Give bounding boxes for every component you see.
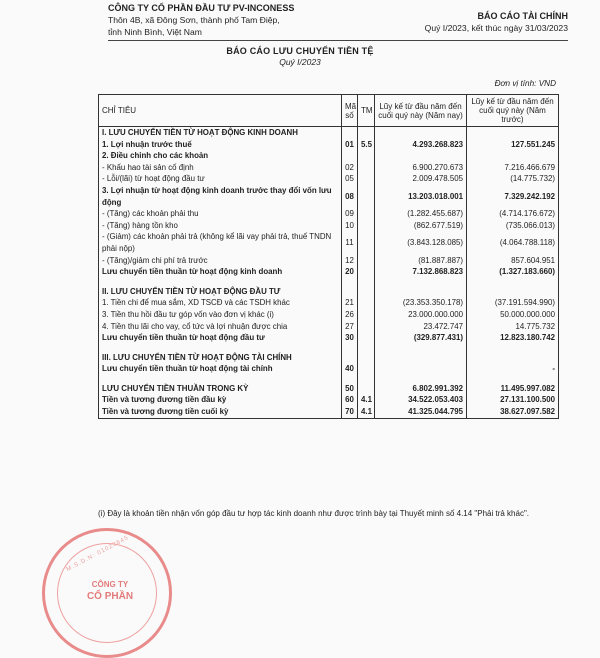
table-row bbox=[99, 406, 559, 418]
row-label: - (Tăng)/giảm chi phí trả trước bbox=[99, 255, 342, 267]
table-row bbox=[99, 127, 559, 139]
row-note-ref bbox=[358, 231, 375, 254]
company-address-line2: tỉnh Ninh Bình, Việt Nam bbox=[108, 27, 202, 37]
column-header-previous-year: Lũy kế từ đầu năm đến cuối quý này (Năm trước) bbox=[467, 95, 559, 127]
row-previous-value: (14.775.732) bbox=[467, 173, 559, 185]
spacer-cell bbox=[99, 375, 342, 383]
spacer-cell bbox=[467, 375, 559, 383]
row-previous-value: 38.627.097.582 bbox=[467, 406, 559, 418]
table-row bbox=[99, 208, 559, 220]
row-previous-value: 11.495.997.082 bbox=[467, 383, 559, 395]
table-row bbox=[99, 309, 559, 321]
table-row bbox=[99, 332, 559, 344]
spacer-cell bbox=[99, 278, 342, 286]
row-previous-value: (37.191.594.990) bbox=[467, 297, 559, 309]
row-code: 10 bbox=[342, 220, 358, 232]
row-label: III. LƯU CHUYỂN TIỀN TỪ HOẠT ĐỘNG TÀI CHÍNH bbox=[99, 352, 342, 364]
spacer-cell bbox=[342, 278, 358, 286]
row-code: 01 bbox=[342, 139, 358, 151]
column-header-code: Mã số bbox=[342, 95, 358, 127]
row-code: 12 bbox=[342, 255, 358, 267]
report-type: BÁO CÁO TÀI CHÍNH bbox=[477, 11, 568, 21]
row-previous-value: (4.714.176.672) bbox=[467, 208, 559, 220]
row-current-value: (862.677.519) bbox=[375, 220, 467, 232]
row-label: 4. Tiền thu lãi cho vay, cổ tức và lợi nhuận được chia bbox=[99, 321, 342, 333]
row-note-ref bbox=[358, 332, 375, 344]
table-row bbox=[99, 185, 559, 208]
row-note-ref bbox=[358, 363, 375, 375]
row-current-value: 2.009.478.505 bbox=[375, 173, 467, 185]
table-row bbox=[99, 266, 559, 278]
row-label: Lưu chuyển tiền thuần từ hoạt động kinh doanh bbox=[99, 266, 342, 278]
table-row bbox=[99, 383, 559, 395]
row-current-value: (81.887.887) bbox=[375, 255, 467, 267]
row-previous-value: (1.327.183.660) bbox=[467, 266, 559, 278]
spacer-cell bbox=[375, 344, 467, 352]
table-row bbox=[99, 352, 559, 364]
spacer-cell bbox=[375, 278, 467, 286]
row-label: 3. Tiền thu hồi đầu tư góp vốn vào đơn vị khác (i) bbox=[99, 309, 342, 321]
table-body bbox=[99, 127, 559, 419]
row-label: I. LƯU CHUYỂN TIỀN TỪ HOẠT ĐỘNG KINH DOANH bbox=[99, 127, 342, 139]
row-note-ref bbox=[358, 255, 375, 267]
row-label: - Lỗi/(lãi) từ hoạt động đầu tư bbox=[99, 173, 342, 185]
spacer-cell bbox=[342, 344, 358, 352]
row-code: 21 bbox=[342, 297, 358, 309]
company-seal bbox=[42, 528, 172, 658]
row-current-value bbox=[375, 150, 467, 162]
row-code: 05 bbox=[342, 173, 358, 185]
table-row bbox=[99, 173, 559, 185]
row-current-value: (1.282.455.687) bbox=[375, 208, 467, 220]
row-label: Tiền và tương đương tiền cuối kỳ bbox=[99, 406, 342, 418]
row-note-ref bbox=[358, 352, 375, 364]
row-code: 50 bbox=[342, 383, 358, 395]
row-label: Tiền và tương đương tiền đầu kỳ bbox=[99, 394, 342, 406]
row-previous-value: 127.551.245 bbox=[467, 139, 559, 151]
table-row bbox=[99, 286, 559, 298]
row-label: 3. Lợi nhuận từ hoạt động kinh doanh trước thay đổi vốn lưu động bbox=[99, 185, 342, 208]
row-note-ref bbox=[358, 321, 375, 333]
report-header bbox=[425, 10, 568, 34]
row-label: - (Tăng) hàng tồn kho bbox=[99, 220, 342, 232]
seal-line2: CỔ PHẦN bbox=[86, 591, 134, 602]
row-previous-value: 12.823.180.742 bbox=[467, 332, 559, 344]
spacer-row bbox=[99, 375, 559, 383]
row-current-value bbox=[375, 363, 467, 375]
table-row bbox=[99, 162, 559, 174]
row-label: Lưu chuyển tiền thuần từ hoạt động tài chính bbox=[99, 363, 342, 375]
row-note-ref bbox=[358, 309, 375, 321]
column-header-item: CHỈ TIÊU bbox=[99, 95, 342, 127]
row-note-ref bbox=[358, 208, 375, 220]
row-code: 60 bbox=[342, 394, 358, 406]
row-current-value: 34.522.053.403 bbox=[375, 394, 467, 406]
row-code: 02 bbox=[342, 162, 358, 174]
row-previous-value bbox=[467, 127, 559, 139]
table-row bbox=[99, 297, 559, 309]
row-code bbox=[342, 286, 358, 298]
spacer-row bbox=[99, 344, 559, 352]
column-header-note: TM bbox=[358, 95, 375, 127]
seal-line1: CÔNG TY bbox=[91, 580, 129, 589]
table-row bbox=[99, 139, 559, 151]
row-current-value: 23.472.747 bbox=[375, 321, 467, 333]
spacer-cell bbox=[467, 344, 559, 352]
row-current-value bbox=[375, 352, 467, 364]
row-note-ref: 5.5 bbox=[358, 139, 375, 151]
row-code: 30 bbox=[342, 332, 358, 344]
spacer-cell bbox=[467, 278, 559, 286]
row-current-value: 41.325.044.795 bbox=[375, 406, 467, 418]
row-code bbox=[342, 150, 358, 162]
table-header-row bbox=[99, 95, 559, 127]
row-previous-value: 857.604.951 bbox=[467, 255, 559, 267]
row-previous-value: (735.066.013) bbox=[467, 220, 559, 232]
row-code bbox=[342, 127, 358, 139]
row-label: - (Tăng) các khoản phải thu bbox=[99, 208, 342, 220]
row-previous-value: (4.064.788.118) bbox=[467, 231, 559, 254]
table-row bbox=[99, 150, 559, 162]
row-note-ref bbox=[358, 173, 375, 185]
row-code bbox=[342, 352, 358, 364]
cash-flow-table bbox=[98, 94, 559, 419]
row-previous-value: - bbox=[467, 363, 559, 375]
row-label: LƯU CHUYỂN TIỀN THUẦN TRONG KỲ bbox=[99, 383, 342, 395]
table-row bbox=[99, 231, 559, 254]
table-row bbox=[99, 321, 559, 333]
row-note-ref bbox=[358, 185, 375, 208]
row-label: 1. Lợi nhuận trước thuế bbox=[99, 139, 342, 151]
spacer-cell bbox=[358, 278, 375, 286]
header-divider bbox=[108, 40, 568, 41]
row-current-value: 6.802.991.392 bbox=[375, 383, 467, 395]
row-code: 27 bbox=[342, 321, 358, 333]
row-label: - Khấu hao tài sản cố định bbox=[99, 162, 342, 174]
row-label: 1. Tiền chi để mua sắm, XD TSCĐ và các TSDH khác bbox=[99, 297, 342, 309]
row-code: 09 bbox=[342, 208, 358, 220]
spacer-cell bbox=[99, 344, 342, 352]
row-previous-value: 7.216.466.679 bbox=[467, 162, 559, 174]
row-previous-value bbox=[467, 286, 559, 298]
row-previous-value: 7.329.242.192 bbox=[467, 185, 559, 208]
footnote: (i) Đây là khoản tiền nhận vốn góp đầu tư hợp tác kinh doanh như được trình bày tại Thuyết minh số 4.14 "Phải trả khác". bbox=[98, 509, 530, 518]
table-row bbox=[99, 220, 559, 232]
statement-subtitle: Quý I/2023 bbox=[279, 57, 321, 67]
row-code: 26 bbox=[342, 309, 358, 321]
row-label: - (Giảm) các khoản phải trả (không kể lãi vay phải trả, thuế TNDN phải nộp) bbox=[99, 231, 342, 254]
row-code: 40 bbox=[342, 363, 358, 375]
seal-text bbox=[45, 579, 175, 603]
row-current-value: (329.877.431) bbox=[375, 332, 467, 344]
row-current-value: 6.900.270.673 bbox=[375, 162, 467, 174]
row-current-value: 13.203.018.001 bbox=[375, 185, 467, 208]
spacer-cell bbox=[375, 375, 467, 383]
row-previous-value bbox=[467, 352, 559, 364]
row-note-ref bbox=[358, 127, 375, 139]
table-row bbox=[99, 363, 559, 375]
spacer-row bbox=[99, 278, 559, 286]
row-note-ref bbox=[358, 266, 375, 278]
row-note-ref bbox=[358, 383, 375, 395]
company-name: CÔNG TY CỔ PHẦN ĐẦU TƯ PV-INCONESS bbox=[108, 3, 295, 13]
row-label: Lưu chuyển tiền thuần từ hoạt động đầu tư bbox=[99, 332, 342, 344]
row-note-ref bbox=[358, 162, 375, 174]
statement-title: BÁO CÁO LƯU CHUYỂN TIỀN TỆ bbox=[226, 46, 374, 56]
row-current-value bbox=[375, 286, 467, 298]
row-code: 11 bbox=[342, 231, 358, 254]
row-note-ref: 4.1 bbox=[358, 406, 375, 418]
row-note-ref bbox=[358, 220, 375, 232]
spacer-cell bbox=[358, 375, 375, 383]
row-current-value bbox=[375, 127, 467, 139]
column-header-current-year: Lũy kế từ đầu năm đến cuối quý này (Năm nay) bbox=[375, 95, 467, 127]
company-address-line1: Thôn 4B, xã Đông Sơn, thành phố Tam Điệp, bbox=[108, 15, 280, 25]
row-note-ref bbox=[358, 286, 375, 298]
row-previous-value: 50.000.000.000 bbox=[467, 309, 559, 321]
row-current-value: (3.843.128.085) bbox=[375, 231, 467, 254]
row-current-value: 4.293.268.823 bbox=[375, 139, 467, 151]
table-row bbox=[99, 255, 559, 267]
row-label: 2. Điều chỉnh cho các khoản bbox=[99, 150, 342, 162]
row-code: 08 bbox=[342, 185, 358, 208]
company-header bbox=[108, 2, 294, 38]
row-code: 20 bbox=[342, 266, 358, 278]
row-previous-value: 14.775.732 bbox=[467, 321, 559, 333]
currency-unit: Đơn vị tính: VND bbox=[494, 79, 556, 88]
row-current-value: (23.353.350.178) bbox=[375, 297, 467, 309]
row-current-value: 7.132.868.823 bbox=[375, 266, 467, 278]
row-label: II. LƯU CHUYỂN TIỀN TỪ HOẠT ĐỘNG ĐẦU TƯ bbox=[99, 286, 342, 298]
table-row bbox=[99, 394, 559, 406]
report-period: Quý I/2023, kết thúc ngày 31/03/2023 bbox=[424, 23, 568, 33]
spacer-cell bbox=[358, 344, 375, 352]
row-previous-value bbox=[467, 150, 559, 162]
row-code: 70 bbox=[342, 406, 358, 418]
seal-ring-text: M.S.D.N: 01023645 bbox=[65, 534, 131, 574]
row-previous-value: 27.131.100.500 bbox=[467, 394, 559, 406]
row-note-ref: 4.1 bbox=[358, 394, 375, 406]
row-note-ref bbox=[358, 150, 375, 162]
row-note-ref bbox=[358, 297, 375, 309]
spacer-cell bbox=[342, 375, 358, 383]
row-current-value: 23.000.000.000 bbox=[375, 309, 467, 321]
